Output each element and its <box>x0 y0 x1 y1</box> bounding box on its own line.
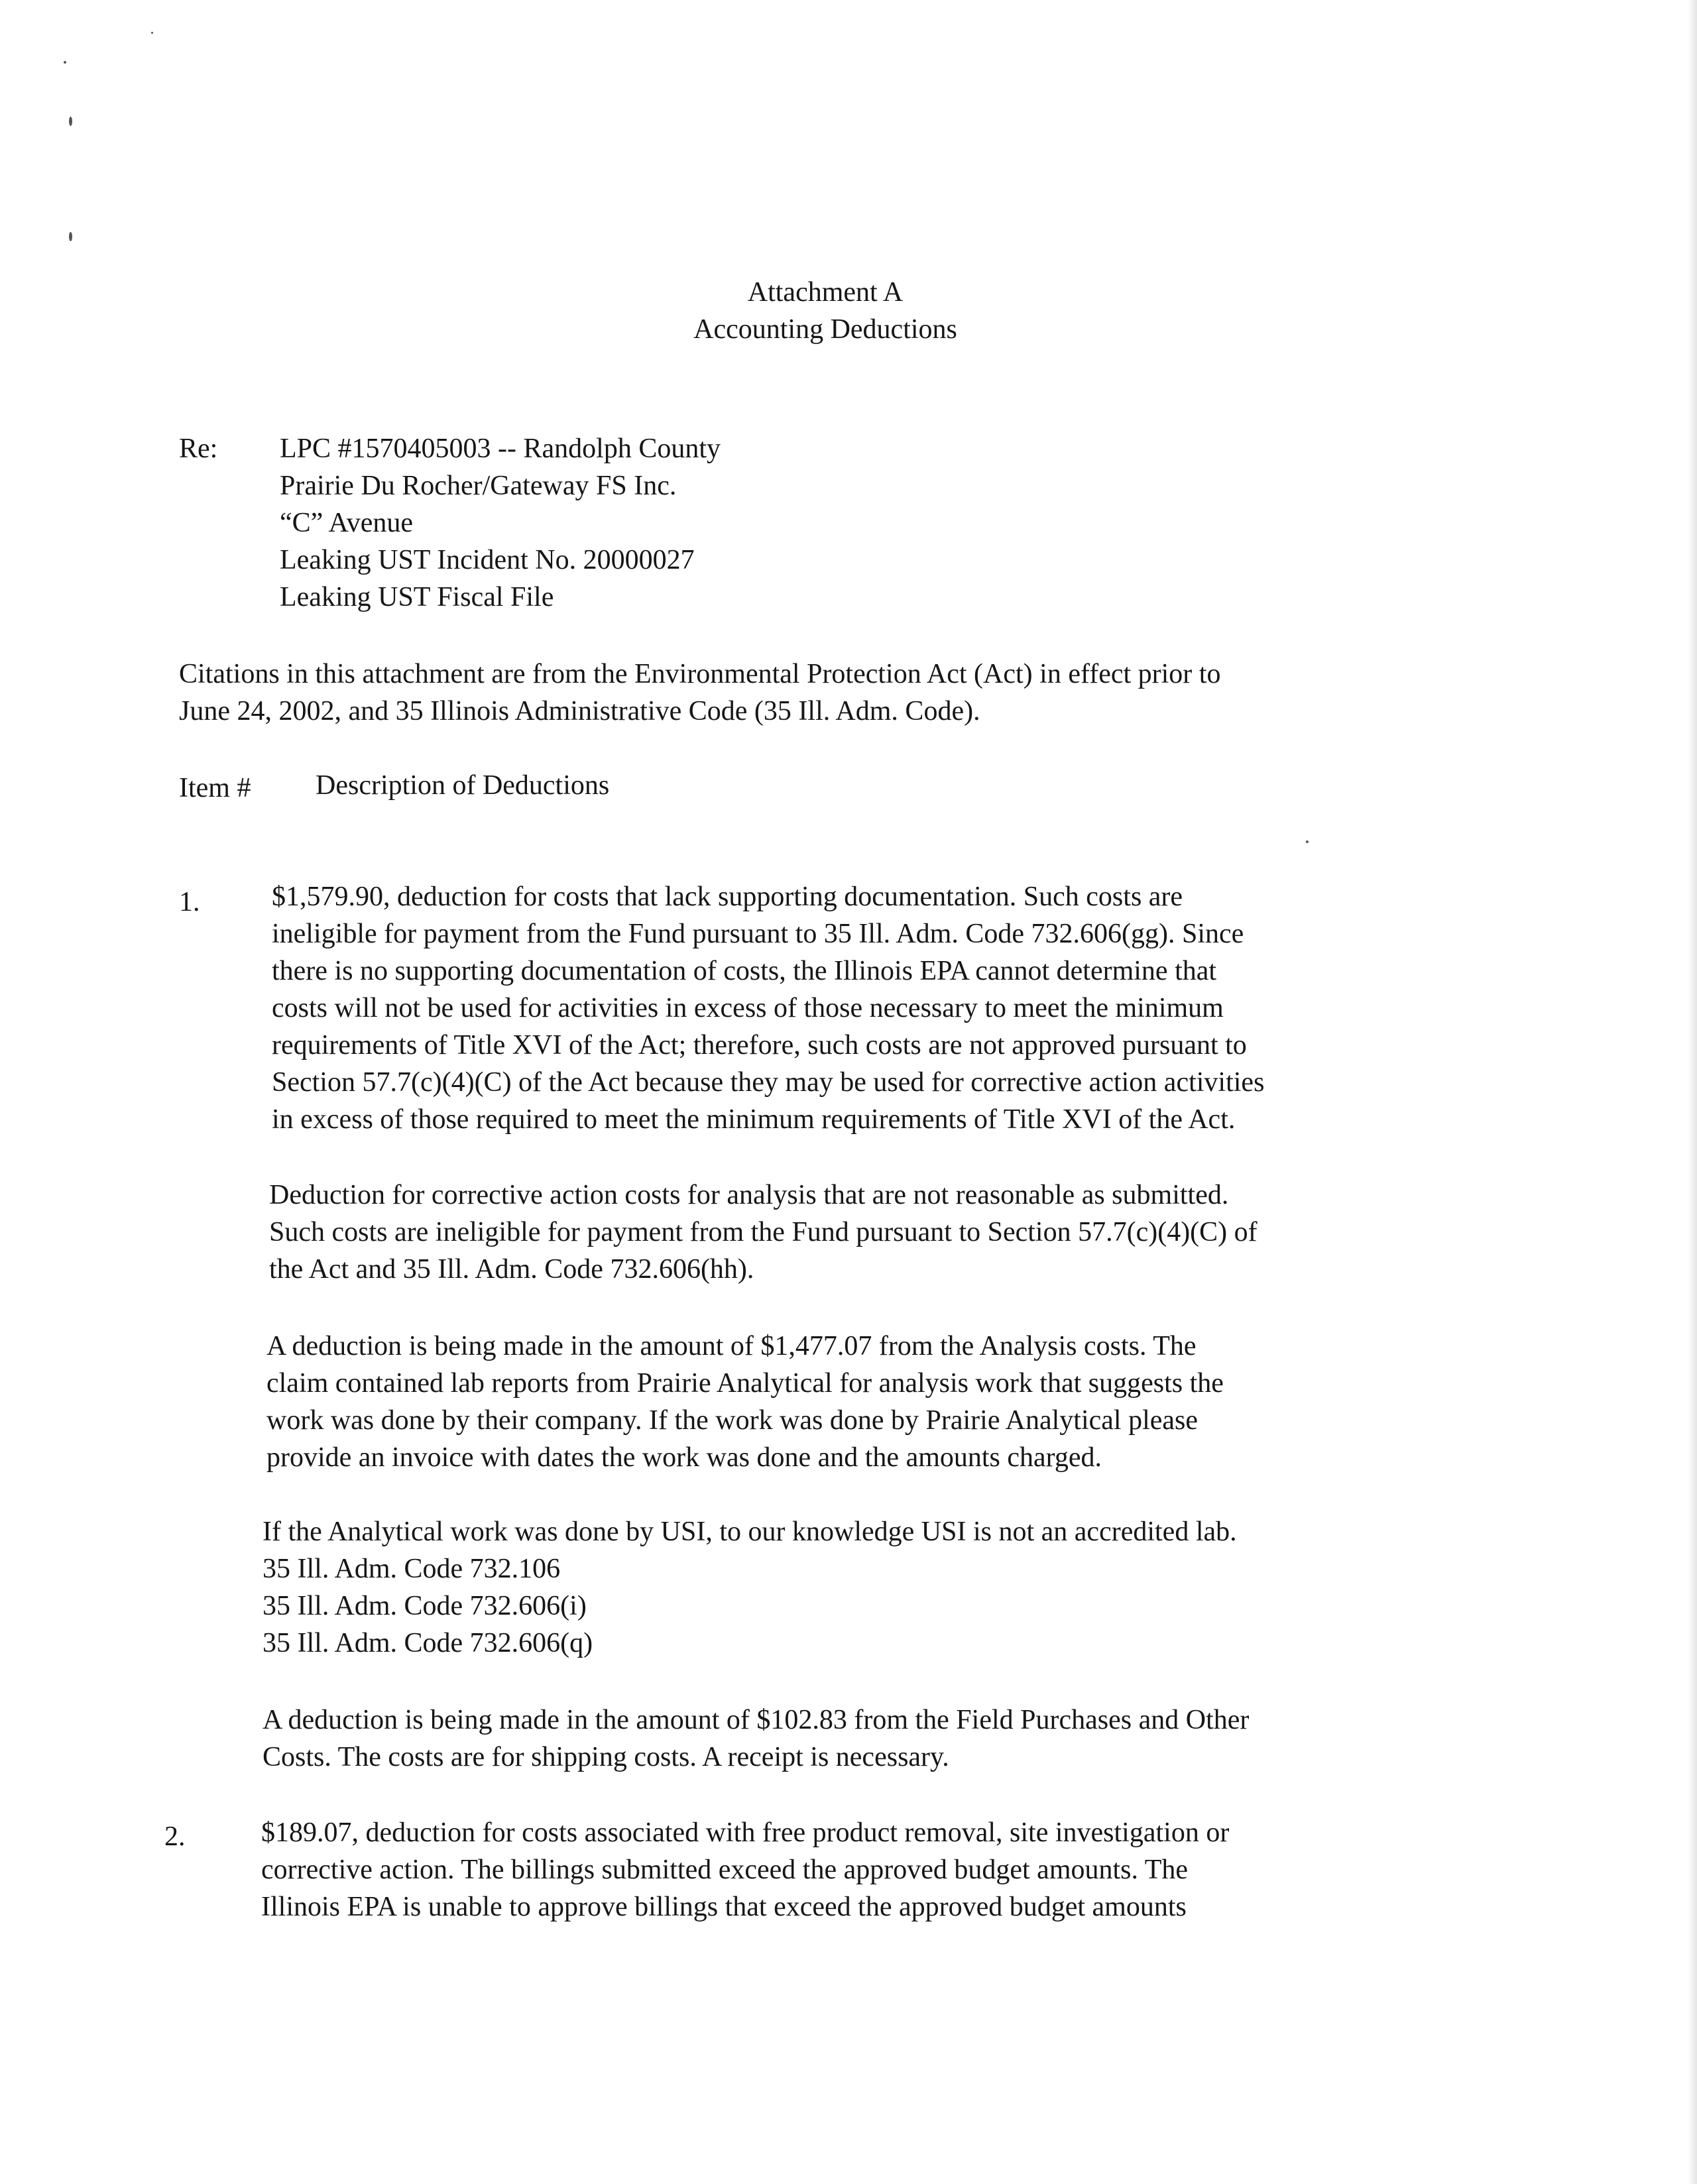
item-text-line: work was done by their company. If the work was done by Prairie Analytical please <box>266 1405 1199 1436</box>
item-text-line: $1,579.90, deduction for costs that lack supporting documentation. Such costs are <box>272 882 1183 912</box>
attachment-title: Attachment A <box>747 277 904 308</box>
item-text-line: costs will not be used for activities in excess of those necessary to meet the minimum <box>272 993 1224 1023</box>
item-text-line: ineligible for payment from the Fund pursuant to 35 Ill. Adm. Code 732.606(gg). Since <box>272 919 1244 949</box>
re-line: “C” Avenue <box>280 508 413 538</box>
scan-speck <box>69 117 72 126</box>
intro-line: June 24, 2002, and 35 Illinois Administrative Code (35 Ill. Adm. Code). <box>179 696 980 726</box>
column-header-description: Description of Deductions <box>316 770 610 801</box>
re-label: Re: <box>179 433 218 464</box>
citation-line: 35 Ill. Adm. Code 732.106 <box>263 1554 561 1584</box>
item-text-line: in excess of those required to meet the minimum requirements of Title XVI of the Act. <box>272 1104 1236 1135</box>
item-text-line: $189.07, deduction for costs associated with free product removal, site investigation or <box>261 1817 1230 1848</box>
item-text-line: If the Analytical work was done by USI, to our knowledge USI is not an accredited lab. <box>263 1517 1237 1547</box>
item-text-line: provide an invoice with dates the work was done and the amounts charged. <box>266 1442 1102 1473</box>
item-text-line: Such costs are ineligible for payment from the Fund pursuant to Section 57.7(c)(4)(C) of <box>269 1217 1258 1247</box>
item-text-line: A deduction is being made in the amount of $1,477.07 from the Analysis costs. The <box>266 1331 1197 1361</box>
item-text-line: Section 57.7(c)(4)(C) of the Act because they may be used for corrective action activities <box>272 1067 1265 1098</box>
item-text-line: requirements of Title XVI of the Act; therefore, such costs are not approved pursuant to <box>272 1030 1247 1061</box>
item-text-line: Costs. The costs are for shipping costs. A receipt is necessary. <box>263 1742 949 1772</box>
re-line: Leaking UST Fiscal File <box>280 582 554 612</box>
item-text-line: claim contained lab reports from Prairie Analytical for analysis work that suggests the <box>266 1368 1224 1399</box>
intro-line: Citations in this attachment are from the Environmental Protection Act (Act) in effect prior to <box>179 659 1221 689</box>
item-text-line: Deduction for corrective action costs for analysis that are not reasonable as submitted. <box>269 1180 1229 1210</box>
item-text-line: there is no supporting documentation of costs, the Illinois EPA cannot determine that <box>272 956 1217 986</box>
citation-line: 35 Ill. Adm. Code 732.606(i) <box>263 1591 587 1621</box>
re-line: Leaking UST Incident No. 20000027 <box>280 545 695 575</box>
scan-speck <box>64 61 66 64</box>
item-text-line: Illinois EPA is unable to approve billings that exceed the approved budget amounts <box>261 1892 1187 1922</box>
item-number: 1. <box>179 887 200 917</box>
column-header-item: Item # <box>179 773 251 803</box>
re-line: Prairie Du Rocher/Gateway FS Inc. <box>280 471 677 501</box>
item-text-line: the Act and 35 Ill. Adm. Code 732.606(hh). <box>269 1254 754 1285</box>
citation-line: 35 Ill. Adm. Code 732.606(q) <box>263 1628 593 1658</box>
item-number: 2. <box>164 1821 186 1852</box>
item-text-line: corrective action. The billings submitted exceed the approved budget amounts. The <box>261 1855 1189 1885</box>
scan-speck <box>69 232 72 241</box>
re-line: LPC #1570405003 -- Randolph County <box>280 433 721 464</box>
attachment-subtitle: Accounting Deductions <box>693 314 957 345</box>
scan-speck <box>1306 840 1309 843</box>
scan-speck <box>151 32 153 34</box>
scan-edge-shadow <box>1688 0 1697 2184</box>
item-text-line: A deduction is being made in the amount of $102.83 from the Field Purchases and Other <box>263 1705 1250 1735</box>
